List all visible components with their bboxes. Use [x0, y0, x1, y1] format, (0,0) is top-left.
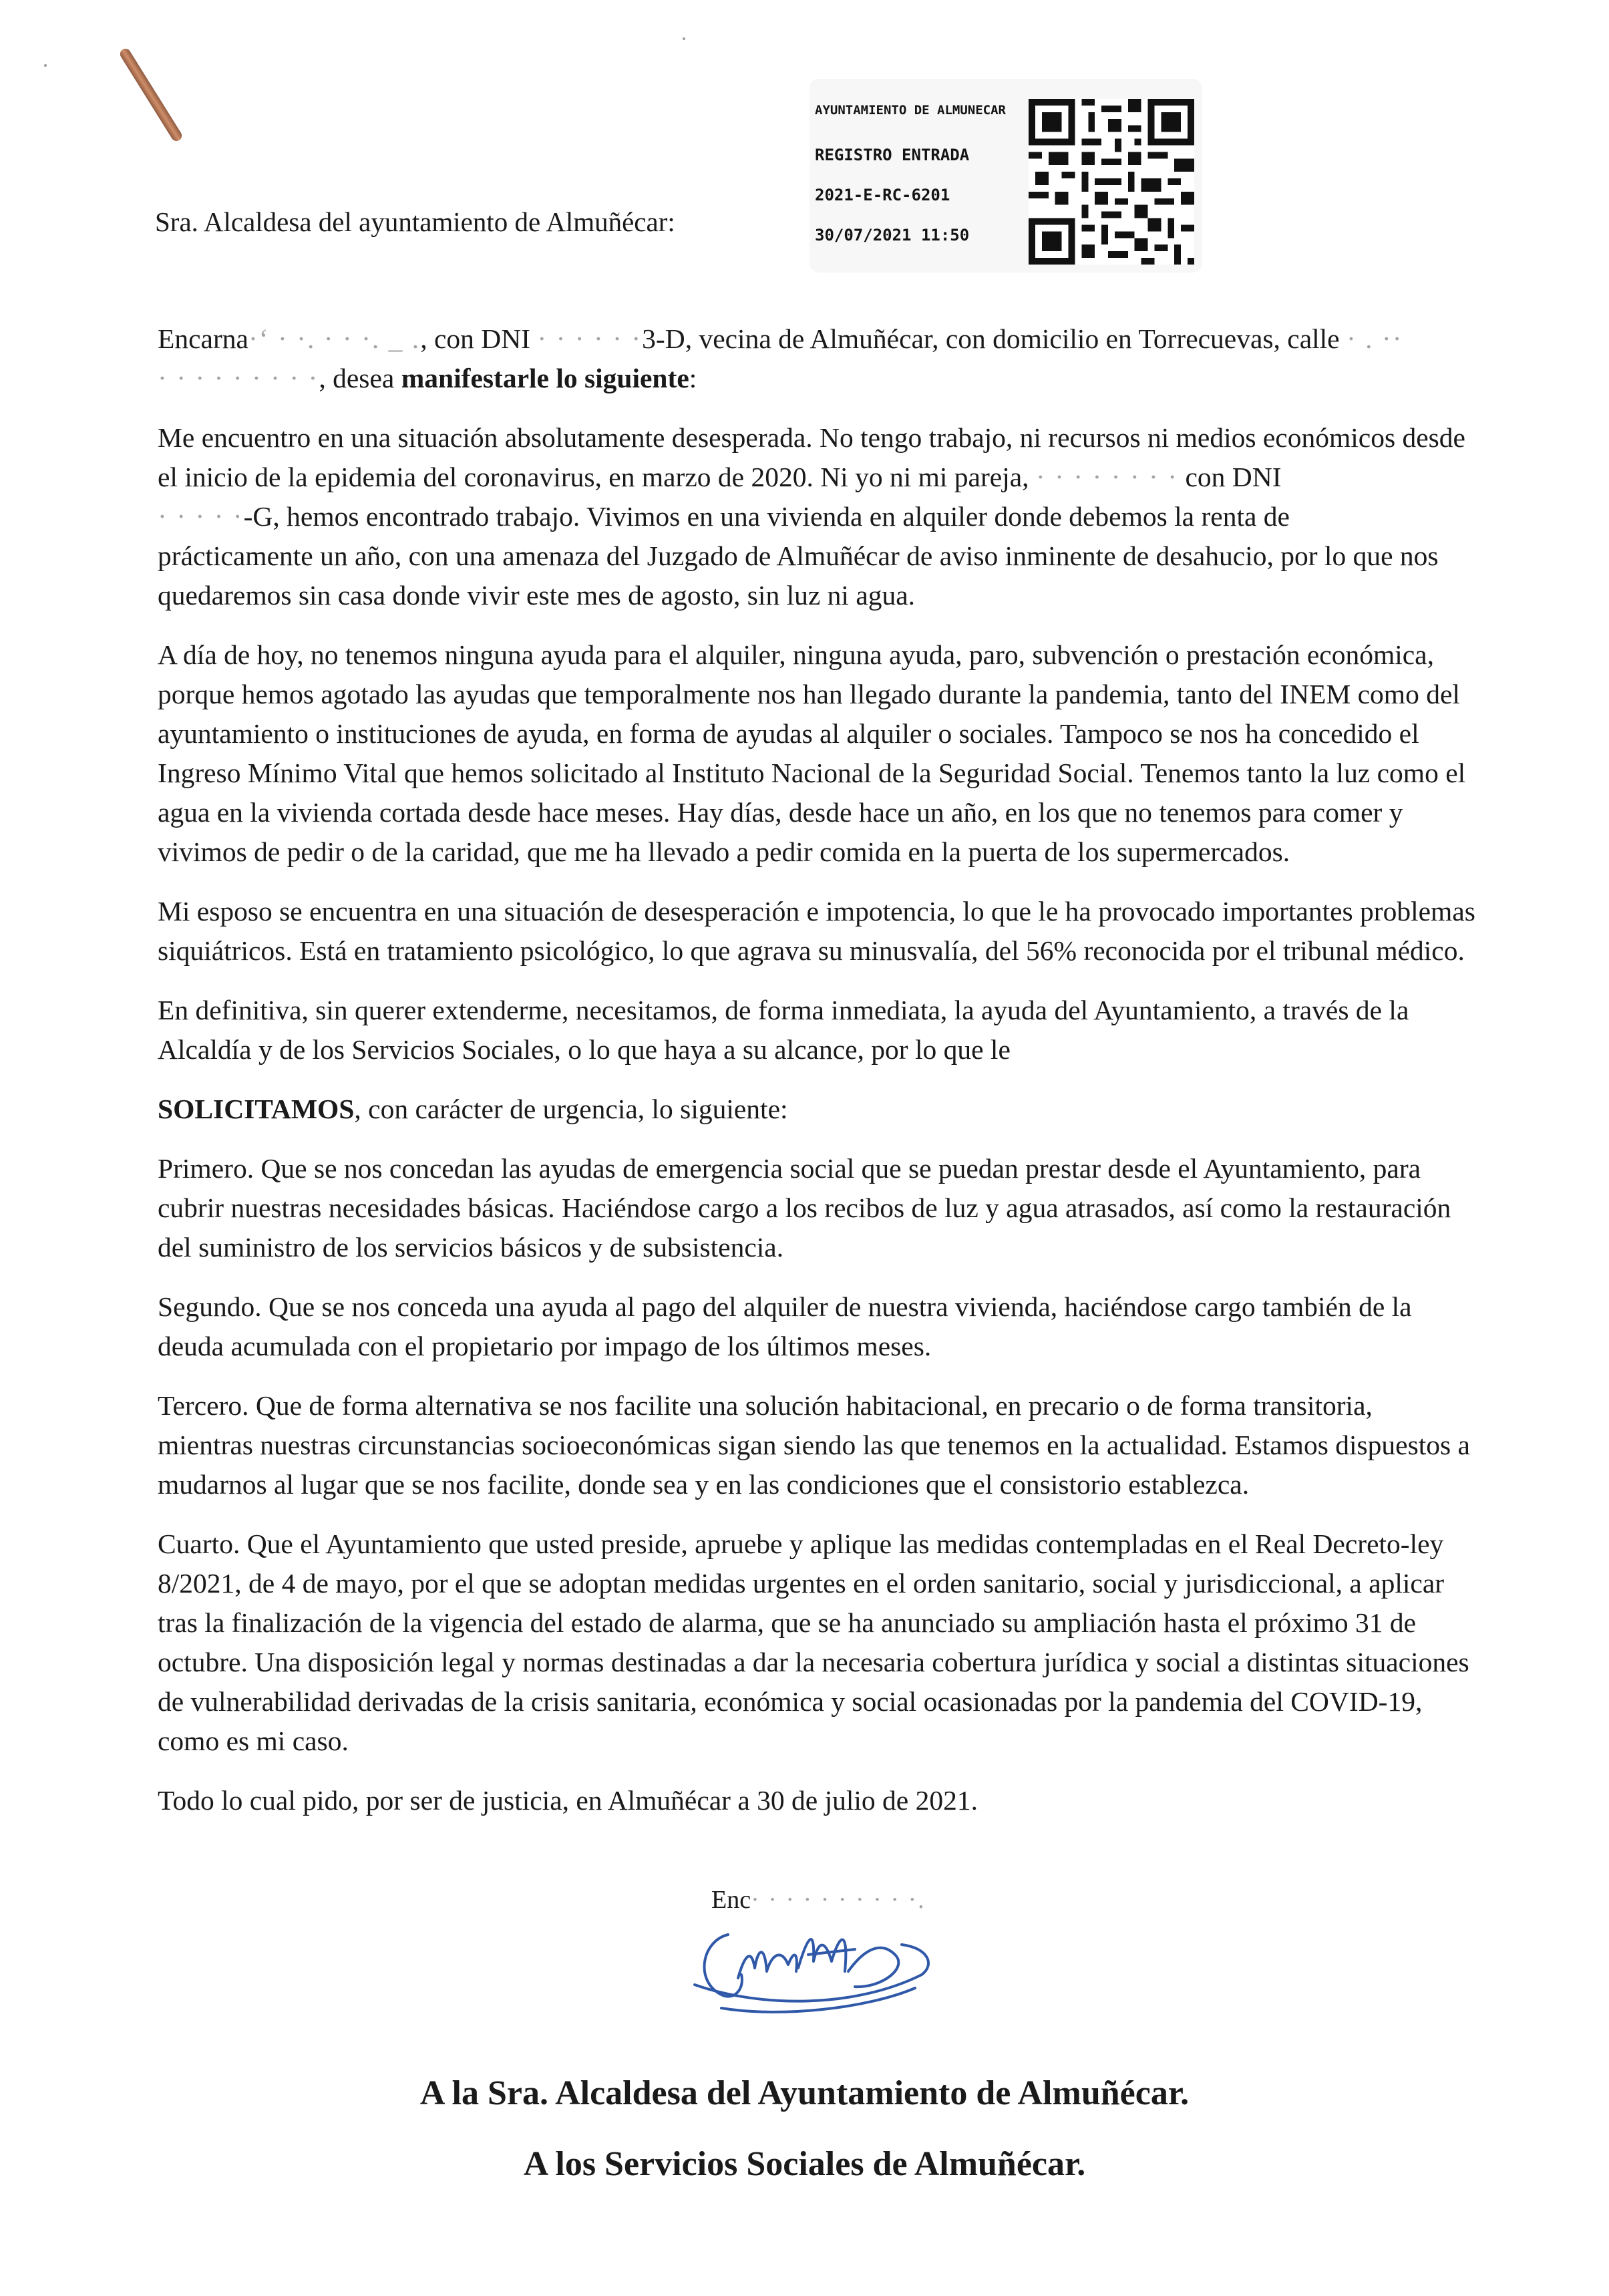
request-third: Tercero. Que de forma alternativa se nos facilite una solución habitacional, en precario o de forma transitoria, mientras nuestras circunstancias socioeconómicas sigan siendo las que tenemos en la actualidad. Estamos dispuestos a mudarnos al lugar que se nos facilite, donde sea y en las condiciones que el consistorio establezca.: [158, 1390, 1470, 1500]
request-heading: SOLICITAMOS, con carácter de urgencia, lo siguiente:: [158, 1094, 788, 1124]
recipient-mayor: A la Sra. Alcaldesa del Ayuntamiento de Almuñécar.: [419, 2074, 1190, 2112]
redacted-partner-dni: · · · · ·: [158, 501, 244, 532]
staple-mark: [118, 47, 184, 143]
redacted-signer: · · · · · · · · · ·.: [751, 1886, 926, 1914]
redacted-address: · · · · · · · · ·: [158, 363, 319, 393]
request-second: Segundo. Que se nos conceda una ayuda al pago del alquiler de nuestra vivienda, haciéndose cargo también de la deuda acumulada con el propietario por impago de los últimos meses.: [158, 1291, 1412, 1361]
redacted-street: · . ··: [1346, 323, 1403, 354]
request-fourth: Cuarto. Que el Ayuntamiento que usted preside, apruebe y aplique las medidas contempladas en el Real Decreto-ley 8/2021, de 4 de mayo, por el que se adoptan medidas urgentes en el orden sanitario, social y jurisdiccional, a aplicar tras la finalización de la vigencia del estado de alarma, que se ha anunciado su ampliación hasta el próximo 31 de octubre. Una disposición legal y normas destinadas a dar la necesaria cobertura jurídica y social a distintas situaciones de vulnerabilidad derivadas de la crisis sanitaria, económica y social ocasionadas por la pandemia del COVID-19, como es mi caso.: [158, 1528, 1469, 1756]
letter-body: [158, 319, 1609, 1840]
request-first: Primero. Que se nos concedan las ayudas de emergencia social que se puedan prestar desde el Ayuntamiento, para cubrir nuestras necesidades básicas. Haciéndose cargo a los recibos de luz y agua atrasados, así como la restauración del suministro de los servicios básicos y de subsistencia.: [158, 1153, 1451, 1263]
aid-paragraph: A día de hoy, no tenemos ninguna ayuda para el alquiler, ninguna ayuda, paro, subvención o prestación económica, porque hemos agotado las ayudas que temporalmente nos han llegado durante la pandemia, tanto del INEM como del ayuntamiento o instituciones de ayuda, en forma de ayudas al alquiler o sociales. Tampoco se nos ha concedido el Ingreso Mínimo Vital que hemos solicitado al Instituto Nacional de la Seguridad Social. Tenemos tanto la luz como el agua en la vivienda cortada desde hace meses. Hay días, desde hace un año, en los que no tenemos para comer y vivimos de pedir o de la caridad, que me ha llevado a pedir comida en la puerta de los supermercados.: [158, 639, 1466, 867]
stamp-datetime: 30/07/2021 11:50: [815, 226, 970, 244]
intro-paragraph: [158, 319, 1609, 398]
registry-stamp: [810, 79, 1202, 273]
recipient-social-services: A los Servicios Sociales de Almuñécar.: [523, 2145, 1086, 2183]
scan-speck: [683, 37, 685, 40]
stamp-office: AYUNTAMIENTO DE ALMUNECAR: [815, 103, 1006, 118]
redacted-dni: · · · · · ·: [537, 323, 643, 354]
redacted-partner-name: · · · · · · · ·: [1035, 462, 1179, 492]
signer-name: Enc· · · · · · · · · ·.: [711, 1886, 926, 1914]
qr-code-icon: [1029, 99, 1194, 265]
handwritten-signature: [681, 1908, 942, 2021]
redacted-name: ·‘ · ·. · · ·. _ .: [248, 323, 421, 354]
summary-paragraph: En definitiva, sin querer extenderme, necesitamos, de forma inmediata, la ayuda del Ayuntamiento, a través de la Alcaldía y de los Servicios Sociales, o lo que haya a su alcance, por lo que le: [158, 995, 1409, 1065]
closing-statement: Todo lo cual pido, por ser de justicia, en Almuñécar a 30 de julio de 2021.: [158, 1785, 978, 1816]
situation-paragraph: Me encuentro en una situación absolutamente desesperada. No tengo trabajo, ni recursos ni medios económicos desde el inicio de la epidemia del coronavirus, en marzo de 2020. Ni yo ni mi pareja, · · · · · · · · con DNI · · · · ·-G, hemos encontrado trabajo. Vivimos en una vivienda en alquiler donde debemos la renta de prácticamente un año, con una amenaza del Juzgado de Almuñécar de aviso inminente de desahucio, por lo que nos quedaremos sin casa donde vivir este mes de agosto, sin luz ni agua.: [158, 422, 1465, 611]
stamp-number: 2021-E-RC-6201: [815, 186, 950, 204]
letter-addressee: Sra. Alcaldesa del ayuntamiento de Almuñécar:: [155, 206, 675, 237]
scan-speck: [44, 64, 47, 67]
stamp-register: REGISTRO ENTRADA: [815, 146, 970, 164]
health-paragraph: Mi esposo se encuentra en una situación de desesperación e impotencia, lo que le ha provocado importantes problemas siquiátricos. Está en tratamiento psicológico, lo que agrava su minusvalía, del 56% reconocida por el tribunal médico.: [158, 896, 1475, 966]
intro-line-2: · · · · · · · · ·, desea manifestarle lo siguiente:: [158, 363, 697, 393]
intro-line-1: Encarna·‘ · ·. · · ·. _ ., con DNI · · · · · ·3-D, vecina de Almuñécar, con domicilio en Torrecuevas, calle · . ··: [158, 323, 1403, 354]
